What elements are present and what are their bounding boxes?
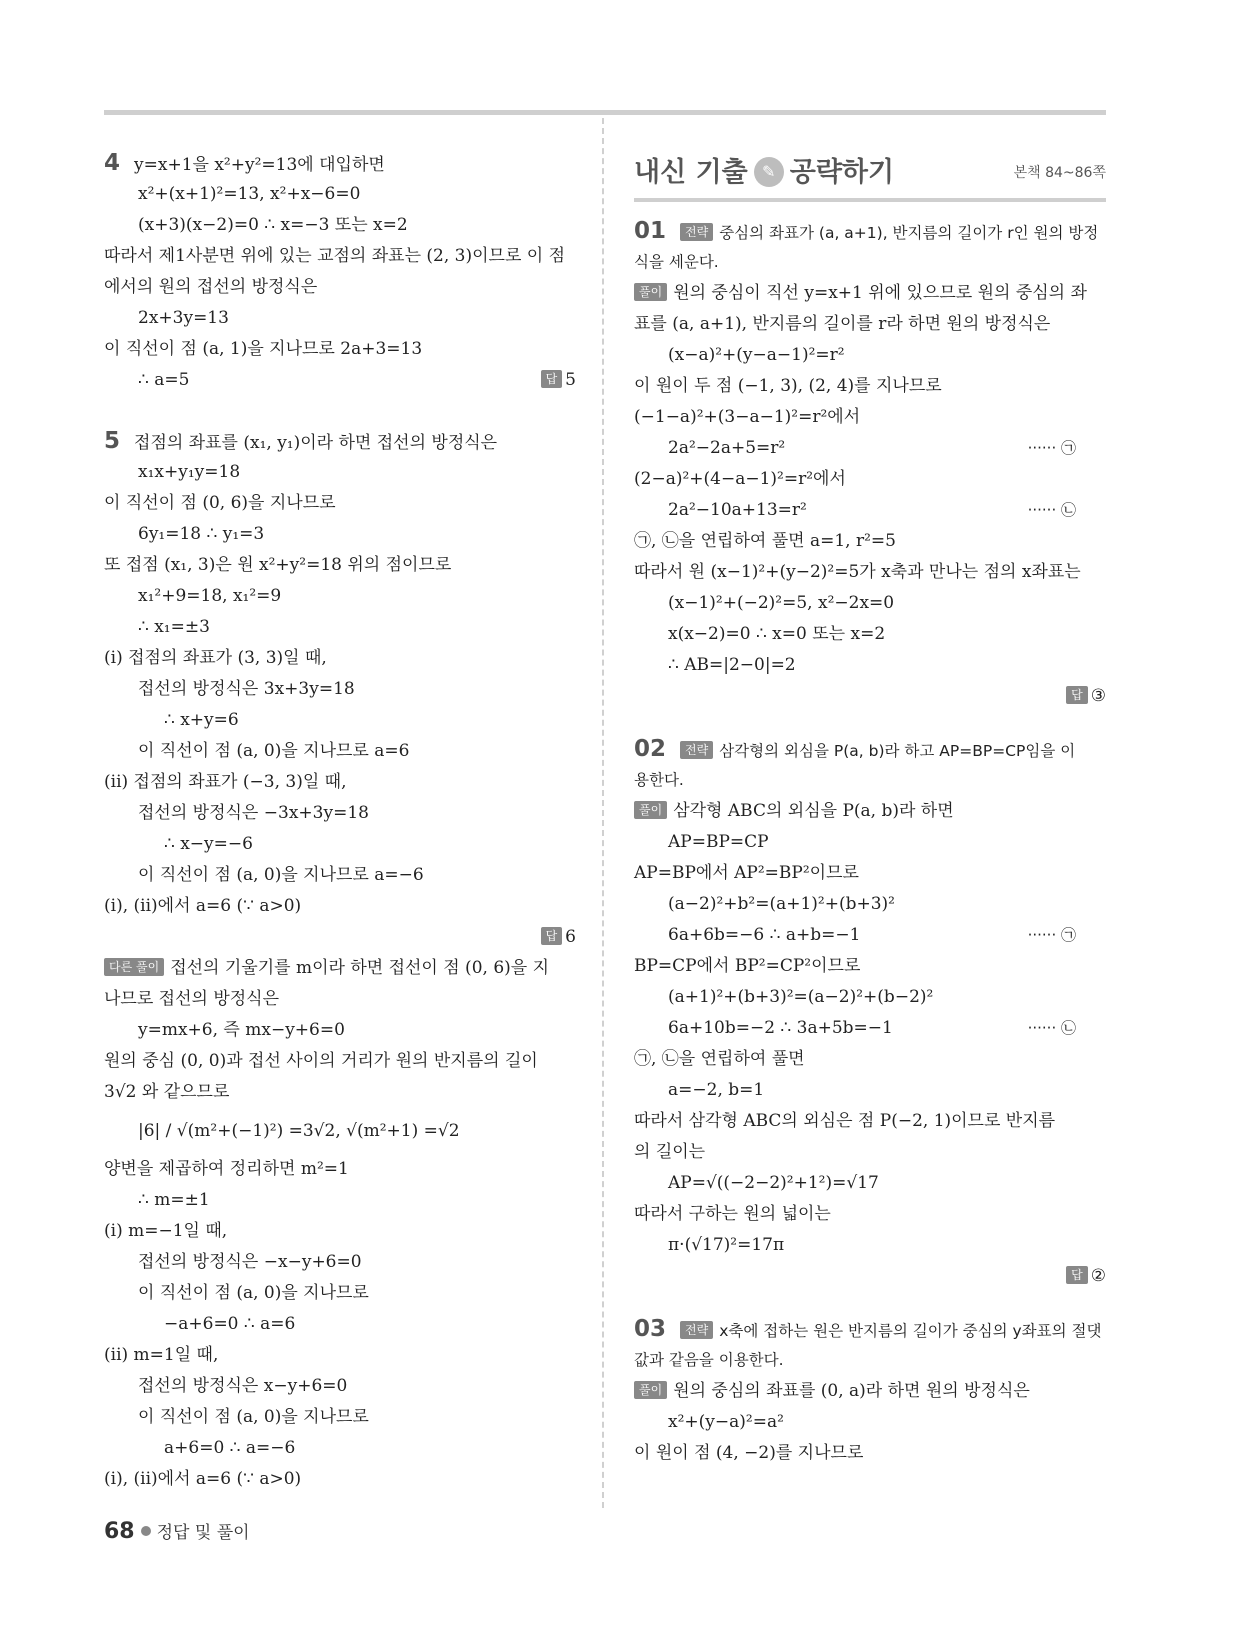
answer-badge: 답 5 — [541, 365, 576, 396]
top-rule — [104, 110, 1106, 115]
bullet-dot-icon — [141, 1526, 151, 1536]
solution-tag: 풀이 — [634, 801, 667, 819]
equation-marker: ······ ㉠ — [1027, 926, 1076, 944]
equation-marker: ······ ㉠ — [1027, 439, 1076, 457]
column-divider — [602, 118, 604, 1508]
page-number: 68 — [104, 1519, 135, 1544]
problem-number: 5 — [104, 428, 121, 454]
question-number: 02 — [634, 736, 667, 762]
question-02: 02 전략 삼각형의 외심을 P(a, b)라 하고 AP=BP=CP임을 이 용한다. 풀이 삼각형 ABC의 외심을 P(a, b)라 하면 AP=BP=CP AP=BP에서 AP²=BP²이므로 (a−2)²+b²=(a+1)²+(b+3)² 6a+6b=−6 ∴ a+b=−1 ······ ㉠ BP=CP에서 BP²=CP²이므로 (a+1)²+(b+3)²=(a−2)²+(b−2)² 6a+10b=−2 ∴ 3a+5b=−1 ······ ㉡ ㉠, ㉡을 연립하여 풀면 a=−2, b=1 따라서 삼각형 ABC의 외심은 점 P(−2, 1)이므로 반지름 의 길이는 AP=√((−2−2)²+1²)=√17 따라서 구하는 원의 넓이는 π·(√17)²=17π 답 ② — [634, 734, 1106, 1292]
strategy-tag: 전략 — [680, 223, 713, 241]
answer-badge: 답 ③ — [1066, 681, 1106, 712]
solution-tag: 풀이 — [634, 283, 667, 301]
alternate-solution: 다른 풀이 접선의 기울기를 m이라 하면 접선이 점 (0, 6)을 지 나므로 접선의 방정식은 y=mx+6, 즉 mx−y+6=0 원의 중심 (0, 0)과 접선 사이의 거리가 원의 반지름의 길이 3√2 와 같으므로 |6| / √(m²+(−1)²) =3√2, √(m²+1) =√2 양변을 제곱하여 정리하면 m²=1 ∴ m=±1 (i) m=−1일 때, 접선의 방정식은 −x−y+6=0 이 직선이 점 (a, 0)을 지나므로 −a+6=0 ∴ a=6 (ii) m=1일 때, 접선의 방정식은 x−y+6=0 이 직선이 점 (a, 0)을 지나므로 a+6=0 ∴ a=−6 (i), (ii)에서 a=6 (∵ a>0) — [104, 958, 550, 1489]
problem-4: 4 y=x+1을 x²+y²=13에 대입하면 x²+(x+1)²=13, x²+x−6=0 (x+3)(x−2)=0 ∴ x=−3 또는 x=2 따라서 제1사분면 위에 있는 교점의 좌표는 (2, 3)이므로 이 점 에서의 원의 접선의 방정식은 2x+3y=13 이 직선이 점 (a, 1)을 지나므로 2a+3=13 ∴ a=5 답 5 — [104, 148, 576, 396]
question-number: 03 — [634, 1316, 667, 1342]
question-number: 01 — [634, 218, 667, 244]
alt-solution-tag: 다른 풀이 — [104, 958, 164, 976]
section-title: 내신 기출 ✎ 공략하기 — [634, 157, 895, 188]
question-01: 01 전략 중심의 좌표가 (a, a+1), 반지름의 길이가 r인 원의 방정 식을 세운다. 풀이 원의 중심이 직선 y=x+1 위에 있으므로 원의 중심의 좌 표를 (a, a+1), 반지름의 길이를 r라 하면 원의 방정식은 (x−a)²+(y−a−1)²=r² 이 원이 두 점 (−1, 3), (2, 4)를 지나므로 (−1−a)²+(3−a−1)²=r²에서 2a²−2a+5=r² ······ ㉠ (2−a)²+(4−a−1)²=r²에서 2a²−10a+13=r² ······ ㉡ ㉠, ㉡을 연립하여 풀면 a=1, r²=5 따라서 원 (x−1)²+(y−2)²=5가 x축과 만나는 점의 x좌표는 (x−1)²+(−2)²=5, x²−2x=0 x(x−2)=0 ∴ x=0 또는 x=2 ∴ AB=|2−0|=2 답 ③ — [634, 216, 1106, 712]
section-header — [634, 148, 1106, 202]
answer-badge: 답 ② — [1066, 1261, 1106, 1292]
question-03: 03 전략 x축에 접하는 원은 반지름의 길이가 중심의 y좌표의 절댓 값과 같음을 이용한다. 풀이 원의 중심의 좌표를 (0, a)라 하면 원의 방정식은 x²+(y−a)²=a² 이 원이 점 (4, −2)를 지나므로 — [634, 1316, 1102, 1463]
answer-badge: 답 6 — [541, 922, 576, 953]
textbook-page-ref: 본책 84~86쪽 — [1013, 165, 1106, 181]
right-column — [634, 148, 1106, 1469]
footer-label: 정답 및 풀이 — [156, 1523, 250, 1543]
left-column — [104, 148, 576, 1495]
solution-tag: 풀이 — [634, 1381, 667, 1399]
page-footer — [104, 1518, 250, 1544]
pencil-note-icon: ✎ — [754, 157, 784, 187]
strategy-tag: 전략 — [680, 741, 713, 759]
problem-5: 5 접점의 좌표를 (x₁, y₁)이라 하면 접선의 방정식은 x₁x+y₁y=18 이 직선이 점 (0, 6)을 지나므로 6y₁=18 ∴ y₁=3 또 접점 (x₁, 3)은 원 x²+y²=18 위의 점이므로 x₁²+9=18, x₁²=9 ∴ x₁=±3 (i) 접점의 좌표가 (3, 3)일 때, 접선의 방정식은 3x+3y=18 ∴ x+y=6 이 직선이 점 (a, 0)을 지나므로 a=6 (ii) 접점의 좌표가 (−3, 3)일 때, 접선의 방정식은 −3x+3y=18 ∴ x−y=−6 이 직선이 점 (a, 0)을 지나므로 a=−6 (i), (ii)에서 a=6 (∵ a>0) 답 6 — [104, 426, 576, 953]
equation-marker: ······ ㉡ — [1027, 501, 1076, 519]
strategy-tag: 전략 — [680, 1321, 713, 1339]
problem-number: 4 — [104, 150, 121, 176]
equation-marker: ······ ㉡ — [1027, 1019, 1076, 1037]
